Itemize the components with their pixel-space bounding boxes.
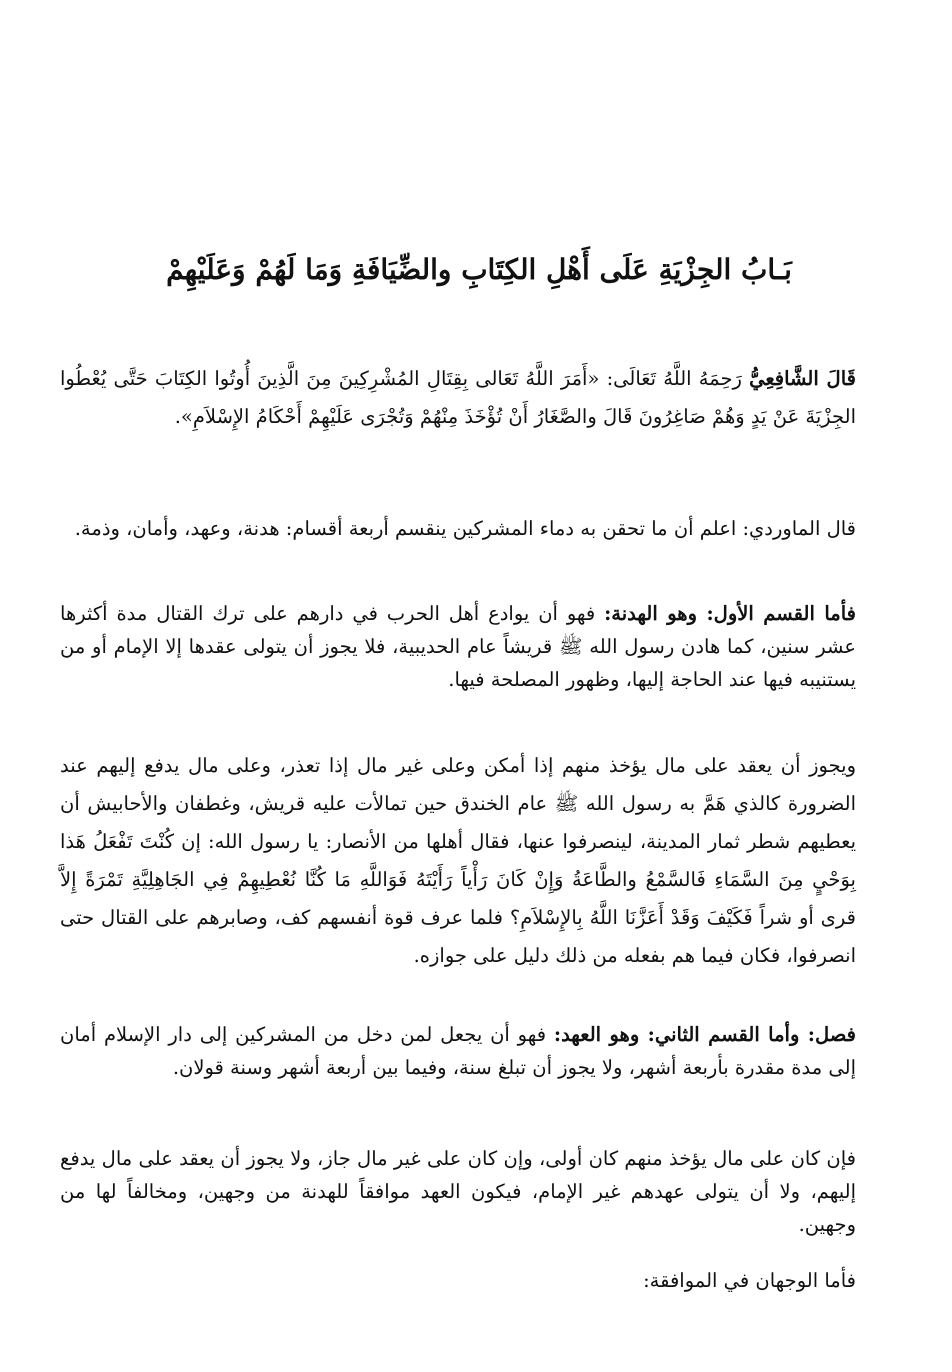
paragraph-text: رَحِمَهُ اللَّهُ تَعَالَى: «أَمَرَ اللَّهُ تَعَالى بِقِتَالِ المُشْرِكِينَ مِنَ الَّذِينَ أُوتُوا الكِتَابَ حَتَّى يُعْطُوا الجِزْيَةَ عَنْ يَدٍ وَهُمْ صَاغِرُونَ قَالَ والصَّغَارُ أَنْ تُؤْخَذَ مِنْهُمْ وَتُجْرَى عَلَيْهِمْ أَحْكَامُ الإِسْلاَمِ». (60, 367, 856, 428)
paragraph-shafii-quote (60, 360, 898, 436)
book-page (60, 0, 898, 1372)
paragraph-ahd (60, 1018, 898, 1084)
paragraph-text: ويجوز أن يعقد على مال يؤخذ منهم إذا أمكن وعلى غير مال إذا تعذر، وعلى مال يدفع إليهم عند الضرورة كالذي هَمَّ به رسول الله ﷺ عام الخندق حين تمالأت عليه قريش، وغطفان والأحابيش أن يعطيهم شطر ثمار المدينة، لينصرفوا عنها، فقال أهلها من الأنصار: يا رسول الله: إن كُنْتَ تَفْعَلُ هَذا بِوَحْيٍ مِنَ السَّمَاءِ فَالسَّمْعُ والطَّاعَةُ وَإِنْ كَانَ رَأْياً رَأَيْتَهُ فَوَاللَّهِ مَا كُنَّا نُعْطِيهِمْ فِي الجَاهِلِيَّةِ تَمْرَةً إِلاَّ قرى أو شراً فَكَيْفَ وَقَدْ أَعَزَّنَا اللَّهُ بِالإِسْلاَمِ؟ فلما عرف قوة أنفسهم كف، وصابرهم على القتال حتى انصرفوا، فكان فيما هم بفعله من ذلك دليل على جوازه. (60, 754, 856, 967)
paragraph-agreement-heading (60, 1264, 898, 1297)
chapter-title: بَـابُ الجِزْيَةِ عَلَى أَهْلِ الكِتَابِ والضِّيَافَةِ وَمَا لَهُمْ وَعَلَيْهِمْ (166, 253, 792, 286)
paragraph-mawardi-intro (60, 512, 898, 545)
section-lead: فصل: وأما القسم الثاني: وهو العهد: (553, 1023, 856, 1046)
speaker-label: قَالَ الشَّافِعِيُّ (749, 367, 856, 390)
section-lead: فأما القسم الأول: وهو الهدنة: (604, 602, 856, 625)
paragraph-conditions (60, 747, 898, 975)
paragraph-text: فإن كان على مال يؤخذ منهم كان أولى، وإن كان على غير مال جاز، ولا يجوز أن يعقد على مال يدفع إليهم، ولا أن يتولى عهدهم غير الإمام، فيكون العهد موافقاً للهدنة من وجهين، ومخالفاً لها من وجهين. (60, 1147, 856, 1236)
paragraph-text: قال الماوردي: اعلم أن ما تحقن به دماء المشركين ينقسم أربعة أقسام: هدنة، وعهد، وأمان، وذمة. (74, 517, 856, 540)
paragraph-text: فأما الوجهان في الموافقة: (643, 1269, 856, 1292)
paragraph-text: فهو أن يوادع أهل الحرب في دارهم على ترك القتال مدة أكثرها عشر سنين، كما هادن رسول الله ﷺ قريشاً عام الحديبية، فلا يجوز أن يتولى عقدها إلا الإمام أو من يستنيبه فيها عند الحاجة إليها، وظهور المصلحة فيها. (60, 602, 856, 691)
paragraph-text: فهو أن يجعل لمن دخل من المشركين إلى دار الإسلام أمان إلى مدة مقدرة بأربعة أشهر، ولا يجوز أن تبلغ سنة، وفيما بين أربعة أشهر وسنة قولان. (60, 1023, 856, 1079)
paragraph-ahd-conditions (60, 1142, 898, 1241)
paragraph-hudna (60, 597, 898, 696)
